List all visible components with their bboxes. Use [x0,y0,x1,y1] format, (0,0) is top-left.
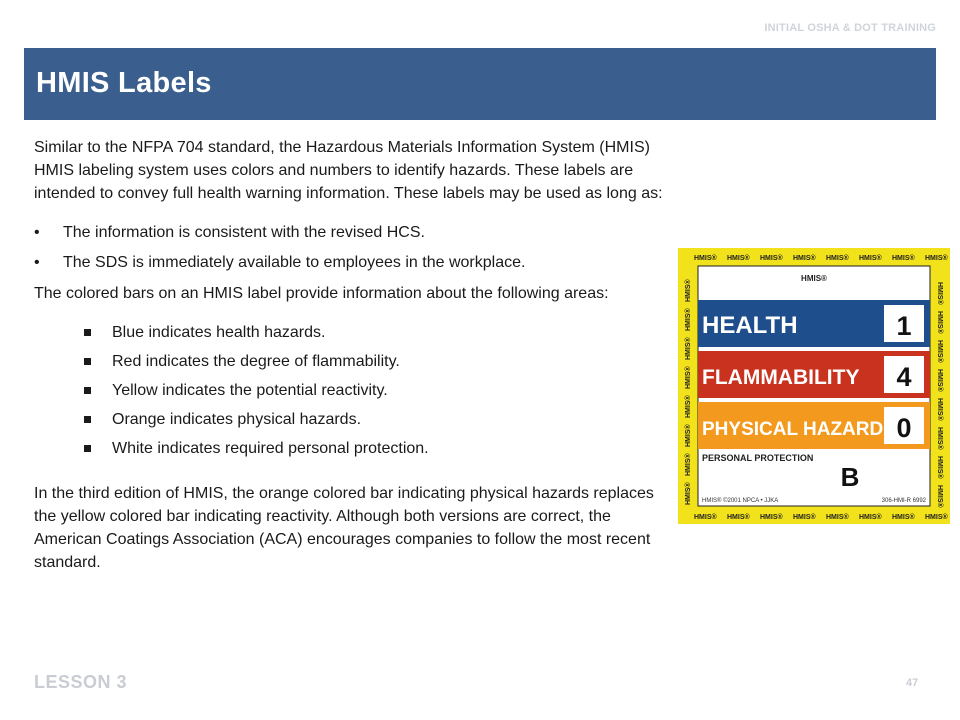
protection-value: B [840,462,860,492]
list-item [84,379,669,402]
border-text: HMIS® [892,255,915,262]
area-text: Red indicates the degree of flammability. [112,353,400,370]
hmis-label-graphic [678,248,950,524]
border-text: HMIS® [859,514,882,521]
page-number: 47 [906,677,919,689]
condition-text: The SDS is immediately available to employees in the workplace. [63,254,526,271]
border-text: HMIS® [826,514,849,521]
label-header: HMIS® [801,274,827,283]
areas-list [34,321,669,460]
square-bullet-icon [84,416,91,423]
closing-paragraph: In the third edition of HMIS, the orange colored bar indicating physical hazards replaces the yellow colored bar indicating reactivity. Although both versions are correct, the American Coatings Association (ACA) encourages companies to follow the most recent standard. [34,485,654,571]
list-item [34,251,669,274]
intro-paragraph: Similar to the NFPA 704 standard, the Hazardous Materials Information System (HMIS) HMIS labeling system uses colors and numbers to identify hazards. These labels are intended to convey full health warning information. These labels may be used as long as: [34,139,663,202]
label-code: 306-HMI-R 6992 [881,498,926,504]
border-text: HMIS® [936,311,943,334]
hazard-label: HEALTH [702,312,798,339]
border-text: HMIS® [760,255,783,262]
border-text: HMIS® [936,485,943,508]
square-bullet-icon [84,358,91,365]
border-text: HMIS® [936,456,943,479]
border-text: HMIS® [936,369,943,392]
list-item [84,321,669,344]
hazard-value: 1 [896,311,912,341]
main-content [34,136,669,574]
bullet-marker: • [34,224,40,241]
list-item [84,350,669,373]
hazard-value: 4 [896,362,912,392]
border-text: HMIS® [694,514,717,521]
border-text: HMIS® [892,514,915,521]
square-bullet-icon [84,387,91,394]
border-text: HMIS® [793,514,816,521]
area-text: White indicates required personal protection. [112,440,429,457]
areas-intro-paragraph: The colored bars on an HMIS label provide information about the following areas: [34,285,609,302]
hazard-rows [698,300,930,449]
border-text: HMIS® [859,255,882,262]
hazard-label: PHYSICAL HAZARD [702,419,884,440]
border-text: HMIS® [936,427,943,450]
border-text: HMIS® [936,282,943,305]
border-text: HMIS® [685,308,692,331]
border-text: HMIS® [925,255,948,262]
square-bullet-icon [84,329,91,336]
border-text: HMIS® [793,255,816,262]
border-text: HMIS® [694,255,717,262]
hazard-value: 0 [896,413,912,443]
border-text: HMIS® [826,255,849,262]
border-text: HMIS® [685,482,692,505]
hmis-label-image [678,248,950,524]
border-text: HMIS® [760,514,783,521]
border-text: HMIS® [727,255,750,262]
border-text: HMIS® [685,453,692,476]
condition-text: The information is consistent with the revised HCS. [63,224,425,241]
area-text: Blue indicates health hazards. [112,324,326,341]
list-item [34,221,669,244]
conditions-list [34,221,669,274]
area-text: Yellow indicates the potential reactivity. [112,382,388,399]
bullet-marker: • [34,254,40,271]
border-text: HMIS® [936,340,943,363]
square-bullet-icon [84,445,91,452]
label-copyright: HMIS® ©2001 NPCA • JJKA [702,498,779,504]
list-item [84,437,669,460]
title-bar [24,48,936,120]
border-text: HMIS® [936,398,943,421]
border-text: HMIS® [685,424,692,447]
border-text: HMIS® [685,395,692,418]
page-title: HMIS Labels [36,67,212,99]
course-label: INITIAL OSHA & DOT TRAINING [764,22,936,34]
area-text: Orange indicates physical hazards. [112,411,362,428]
border-text: HMIS® [685,279,692,302]
footer-lesson: LESSON 3 [34,672,128,692]
border-text: HMIS® [925,514,948,521]
border-text: HMIS® [727,514,750,521]
list-item [84,408,669,431]
hazard-label: FLAMMABILITY [702,366,860,389]
protection-label: PERSONAL PROTECTION [702,453,814,463]
border-text: HMIS® [685,366,692,389]
border-text: HMIS® [685,337,692,360]
